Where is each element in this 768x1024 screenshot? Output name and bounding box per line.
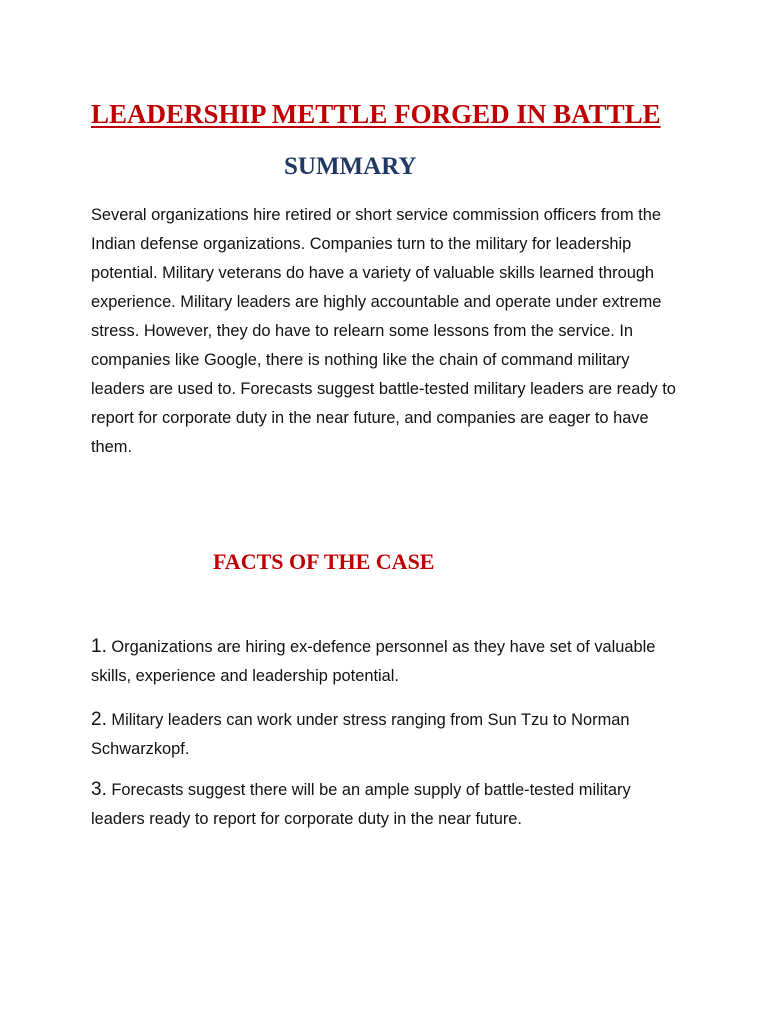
fact-number: 3. — [91, 779, 107, 800]
fact-number: 1. — [91, 636, 107, 657]
fact-number: 2. — [91, 709, 107, 730]
document-title: LEADERSHIP METTLE FORGED IN BATTLE — [91, 99, 661, 129]
fact-text: Forecasts suggest there will be an ample supply of battle-tested military leaders ready to report for corporate duty in the near future. — [91, 781, 631, 828]
fact-item — [91, 705, 681, 764]
summary-paragraph: Several organizations hire retired or short service commission officers from the Indian defense organizations. Companies turn to the military for leadership potential. Military veterans do have a variety of valuable skills learned through experience. Military leaders are highly accountable and operate under extreme stress. However, they do have to relearn some lessons from the service. In companies like Google, there is nothing like the chain of command military leaders are used to. Forecasts suggest battle-tested military leaders are ready to report for corporate duty in the near future, and companies are eager to have them. — [91, 206, 676, 456]
fact-item — [91, 632, 681, 691]
facts-heading: FACTS OF THE CASE — [213, 549, 435, 574]
summary-heading: SUMMARY — [284, 153, 417, 180]
fact-text: Military leaders can work under stress ranging from Sun Tzu to Norman Schwarzkopf. — [91, 711, 630, 758]
fact-item — [91, 775, 681, 834]
fact-text: Organizations are hiring ex-defence personnel as they have set of valuable skills, experience and leadership potential. — [91, 638, 656, 685]
